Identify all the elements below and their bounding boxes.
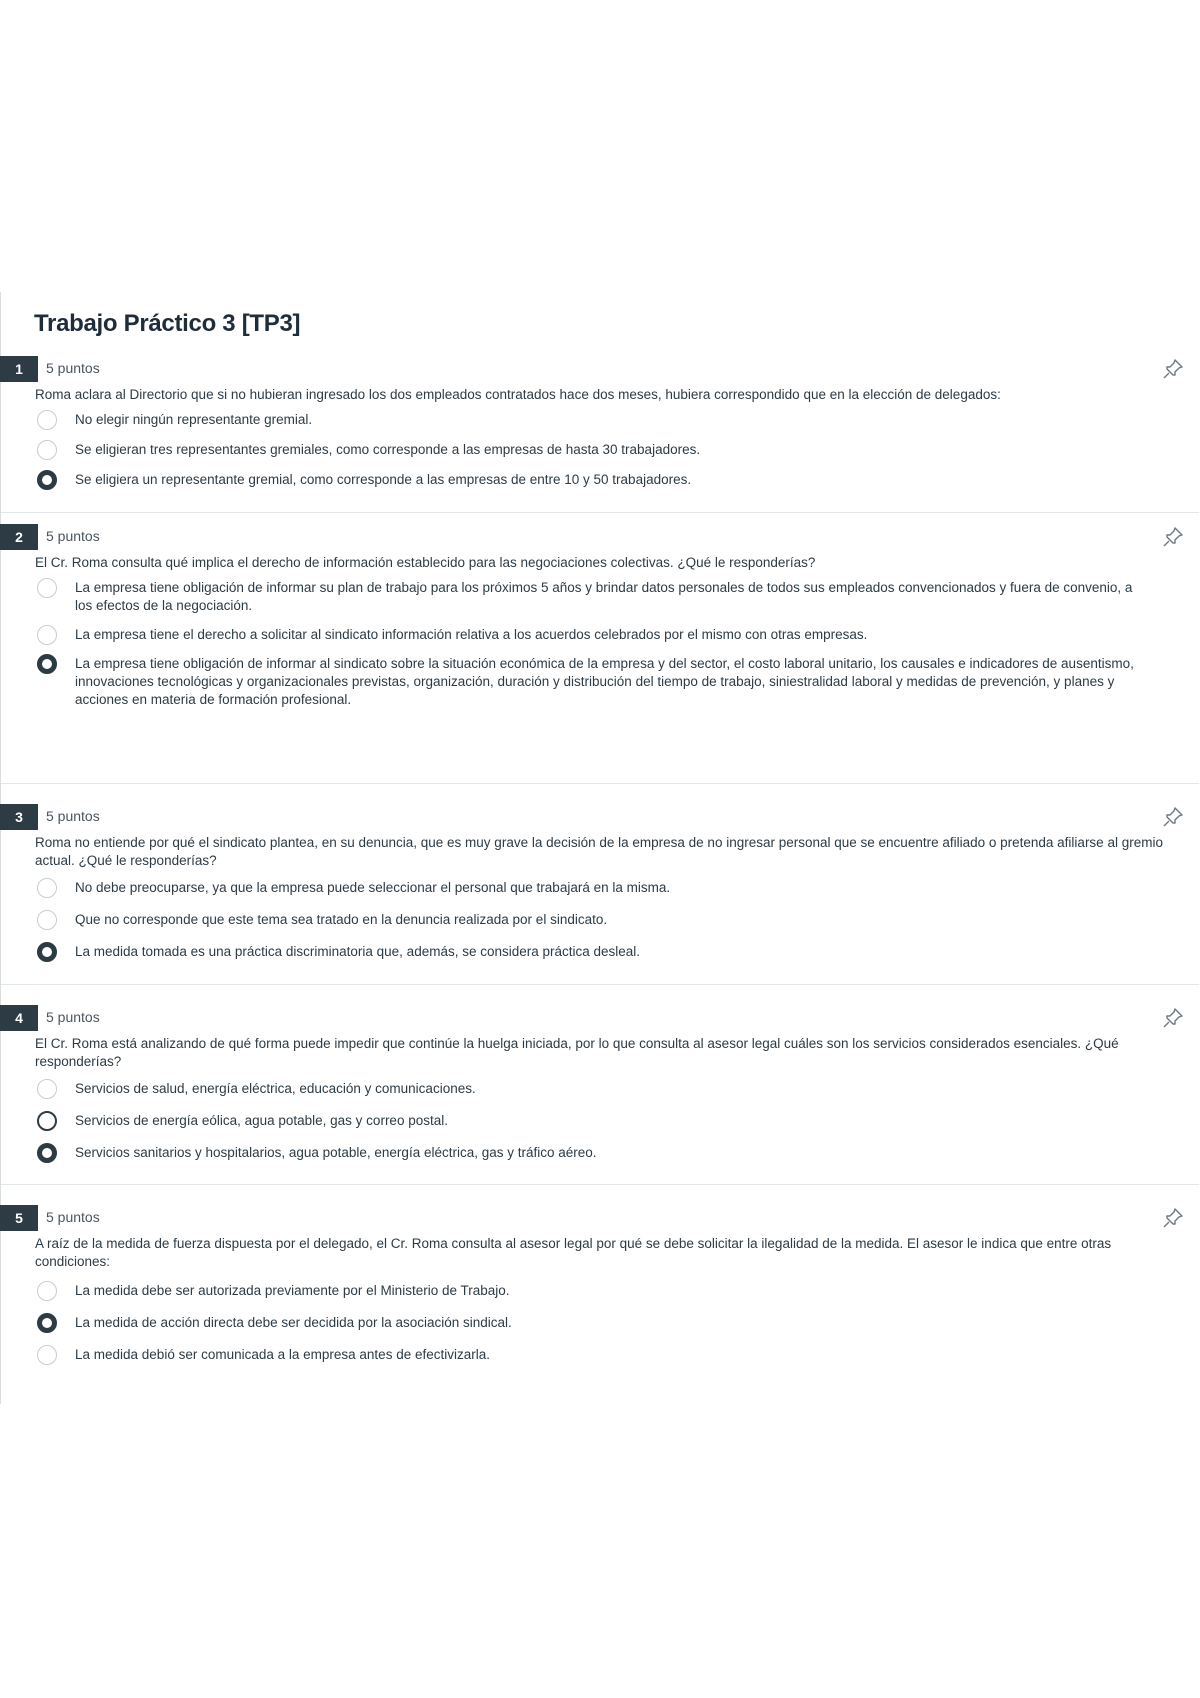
question-5: [0, 1205, 1200, 1375]
answer-label: La empresa tiene obligación de informar al sindicato sobre la situación económica de la empresa y del sector, el costo laboral unitario, los causales e indicadores de ausentismo, innovaciones tecnológicas y organizacionales previstas, organización, duración y distribución del tiempo de trabajo, siniestralidad laboral y medidas de prevención, y planes y acciones en materia de formación profesional.: [75, 656, 1134, 707]
radio-button[interactable]: [37, 440, 57, 460]
question-text: El Cr. Roma consulta qué implica el derecho de información establecido para las negociaciones colectivas. ¿Qué le responderías?: [35, 555, 816, 570]
question-3: [0, 804, 1200, 974]
question-number: 1: [0, 356, 38, 382]
divider: [1, 512, 1199, 513]
radio-button[interactable]: [37, 1281, 57, 1301]
question-points: 5 puntos: [46, 808, 100, 824]
question-number: 4: [0, 1005, 38, 1031]
divider: [1, 1184, 1199, 1185]
answer-label: La medida de acción directa debe ser decidida por la asociación sindical.: [75, 1315, 512, 1330]
question-text: El Cr. Roma está analizando de qué forma puede impedir que continúe la huelga iniciada, por lo que consulta al asesor legal cuáles son los servicios considerados esenciales. ¿Qué responderías?: [35, 1036, 1119, 1069]
question-1: [0, 356, 1200, 506]
answer-label: La medida tomada es una práctica discriminatoria que, además, se considera práctica desleal.: [75, 944, 641, 959]
radio-button-selected[interactable]: [37, 1143, 57, 1163]
answer-label: La empresa tiene el derecho a solicitar al sindicato información relativa a los acuerdos celebrados por el mismo con otras empresas.: [75, 627, 868, 642]
question-points: 5 puntos: [46, 528, 100, 544]
question-4: [0, 1005, 1200, 1175]
radio-button[interactable]: [37, 410, 57, 430]
pin-icon[interactable]: [1160, 1005, 1186, 1031]
answer-label: Que no corresponde que este tema sea tratado en la denuncia realizada por el sindicato.: [75, 912, 608, 927]
pin-icon[interactable]: [1160, 524, 1186, 550]
answer-label: No debe preocuparse, ya que la empresa puede seleccionar el personal que trabajará en la misma.: [75, 880, 671, 895]
answer-label: La empresa tiene obligación de informar su plan de trabajo para los próximos 5 años y brindar datos personales de todos sus empleados convencionados y fuera de convenio, a los efectos de la negociación.: [75, 580, 1133, 613]
answer-label: Servicios sanitarios y hospitalarios, agua potable, energía eléctrica, gas y tráfico aéreo.: [75, 1145, 597, 1160]
answer-label: Se eligiera un representante gremial, como corresponde a las empresas de entre 10 y 50 trabajadores.: [75, 472, 692, 487]
quiz-title: Trabajo Práctico 3 [TP3]: [34, 310, 301, 337]
pin-icon[interactable]: [1160, 804, 1186, 830]
answer-label: Servicios de energía eólica, agua potable, gas y correo postal.: [75, 1113, 448, 1128]
radio-button[interactable]: [37, 878, 57, 898]
answer-label: No elegir ningún representante gremial.: [75, 412, 313, 427]
divider: [1, 783, 1199, 784]
question-points: 5 puntos: [46, 1009, 100, 1025]
radio-button[interactable]: [37, 910, 57, 930]
radio-button[interactable]: [37, 1079, 57, 1099]
divider: [1, 984, 1199, 985]
radio-button[interactable]: [37, 625, 57, 645]
pin-icon[interactable]: [1160, 1205, 1186, 1231]
answer-label: La medida debió ser comunicada a la empresa antes de efectivizarla.: [75, 1347, 490, 1362]
question-2: [0, 524, 1200, 714]
question-number: 2: [0, 524, 38, 550]
question-text: Roma no entiende por qué el sindicato plantea, en su denuncia, que es muy grave la decisión de la empresa de no ingresar personal que se encuentre afiliado o pretenda afiliarse al gremio actual. ¿Qué le responderías?: [35, 835, 1163, 868]
question-number: 5: [0, 1205, 38, 1231]
radio-button[interactable]: [37, 1345, 57, 1365]
radio-button-selected[interactable]: [37, 942, 57, 962]
answer-label: Servicios de salud, energía eléctrica, educación y comunicaciones.: [75, 1081, 476, 1096]
radio-button-selected[interactable]: [37, 1313, 57, 1333]
answer-label: Se eligieran tres representantes gremiales, como corresponde a las empresas de hasta 30 trabajadores.: [75, 442, 701, 457]
pin-icon[interactable]: [1160, 356, 1186, 382]
radio-button[interactable]: [37, 578, 57, 598]
answer-label: La medida debe ser autorizada previamente por el Ministerio de Trabajo.: [75, 1283, 510, 1298]
question-text: Roma aclara al Directorio que si no hubieran ingresado los dos empleados contratados hace dos meses, hubiera correspondido que en la elección de delegados:: [35, 387, 1001, 402]
radio-button-selected[interactable]: [37, 654, 57, 674]
radio-button-selected[interactable]: [37, 470, 57, 490]
question-points: 5 puntos: [46, 360, 100, 376]
question-number: 3: [0, 804, 38, 830]
radio-button[interactable]: [37, 1111, 57, 1131]
question-points: 5 puntos: [46, 1209, 100, 1225]
question-text: A raíz de la medida de fuerza dispuesta por el delegado, el Cr. Roma consulta al asesor legal por qué se debe solicitar la ilegalidad de la medida. El asesor le indica que entre otras condiciones:: [35, 1236, 1112, 1269]
